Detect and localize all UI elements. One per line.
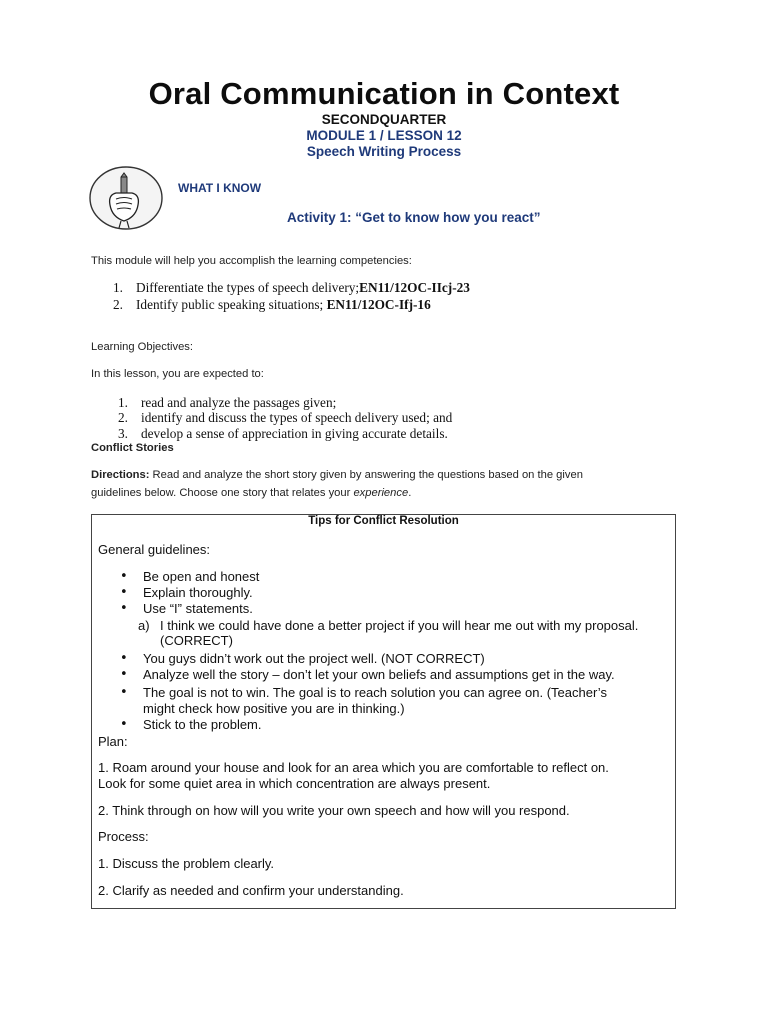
- hand-pencil-icon: [88, 165, 164, 231]
- directions-label: Directions:: [91, 469, 150, 481]
- competency-code: EN11/12OC-Ifj-16: [326, 297, 431, 312]
- objective-text: develop a sense of appreciation in giving accurate details.: [141, 426, 448, 441]
- plan-label: Plan:: [98, 734, 128, 749]
- sub-item-text: I think we could have done a better project if you will hear me out with my proposal.: [160, 618, 639, 633]
- guideline-item: Use “I” statements.: [143, 601, 253, 616]
- bullet-icon: •: [120, 569, 128, 584]
- bullet-icon: •: [120, 685, 128, 700]
- bullet-icon: •: [120, 667, 128, 682]
- directions-text: guidelines below. Choose one story that relates your: [91, 487, 354, 499]
- guideline-item: The goal is not to win. The goal is to reach solution you can agree on. (Teacher’s: [143, 685, 607, 700]
- guideline-item: Explain thoroughly.: [143, 585, 253, 600]
- tips-box-title: Tips for Conflict Resolution: [308, 515, 459, 527]
- objectives-intro: In this lesson, you are expected to:: [91, 368, 264, 380]
- objective-number: 2.: [118, 410, 128, 425]
- lesson-title: Speech Writing Process: [306, 144, 462, 159]
- competency-text: Differentiate the types of speech delivery;: [136, 280, 360, 295]
- guideline-item: Analyze well the story – don’t let your own beliefs and assumptions get in the way.: [143, 667, 615, 682]
- competency-item: [113, 280, 470, 296]
- directions-text: Read and analyze the short story given by answering the questions based on the given: [149, 469, 583, 481]
- directions-text: .: [408, 487, 412, 499]
- conflict-stories-heading: Conflict Stories: [91, 442, 174, 454]
- process-label: Process:: [98, 829, 149, 844]
- objective-number: 1.: [118, 395, 128, 410]
- objective-number: 3.: [118, 426, 128, 441]
- competency-code: EN11/12OC-IIcj-23: [359, 280, 470, 295]
- sub-item-text: (CORRECT): [160, 633, 233, 648]
- objective-item: [118, 426, 448, 442]
- general-guidelines-label: General guidelines:: [98, 542, 211, 557]
- directions-emphasis: experience: [353, 487, 409, 499]
- objective-item: [118, 395, 336, 411]
- page-title: Oral Communication in Context: [148, 76, 620, 111]
- guideline-item: might check how positive you are in thinking.): [143, 701, 405, 716]
- process-step: 1. Discuss the problem clearly.: [98, 856, 275, 871]
- plan-step: Look for some quiet area in which concentration are always present.: [98, 776, 491, 791]
- competency-text: Identify public speaking situations;: [136, 297, 327, 312]
- objective-text: read and analyze the passages given;: [141, 395, 337, 410]
- sub-item-letter: a): [138, 618, 150, 633]
- plan-step: 1. Roam around your house and look for an area which you are comfortable to reflect on.: [98, 760, 609, 775]
- bullet-icon: •: [120, 717, 128, 732]
- objective-item: [118, 410, 452, 426]
- tips-box: [91, 514, 676, 909]
- bullet-icon: •: [120, 585, 128, 600]
- process-step: 2. Clarify as needed and confirm your understanding.: [98, 883, 404, 898]
- competency-number: 1.: [113, 280, 123, 295]
- what-i-know-heading: WHAT I KNOW: [178, 181, 262, 195]
- directions-line-1: [91, 469, 583, 481]
- guideline-item: Stick to the problem.: [143, 717, 262, 732]
- objectives-heading: Learning Objectives:: [91, 341, 193, 353]
- competency-item: [113, 297, 431, 313]
- intro-text: This module will help you accomplish the learning competencies:: [91, 255, 412, 267]
- bullet-icon: •: [120, 651, 128, 666]
- objective-text: identify and discuss the types of speech delivery used; and: [141, 410, 453, 425]
- directions-line-2: [91, 487, 411, 499]
- module-label: MODULE 1 / LESSON 12: [306, 128, 462, 143]
- plan-step: 2. Think through on how will you write your own speech and how will you respond.: [98, 803, 570, 818]
- guideline-item: You guys didn’t work out the project well. (NOT CORRECT): [143, 651, 485, 666]
- activity-title: Activity 1: “Get to know how you react”: [287, 210, 541, 225]
- guideline-item: Be open and honest: [143, 569, 260, 584]
- bullet-icon: •: [120, 601, 128, 616]
- quarter-label: SECONDQUARTER: [321, 112, 447, 127]
- competency-number: 2.: [113, 297, 123, 312]
